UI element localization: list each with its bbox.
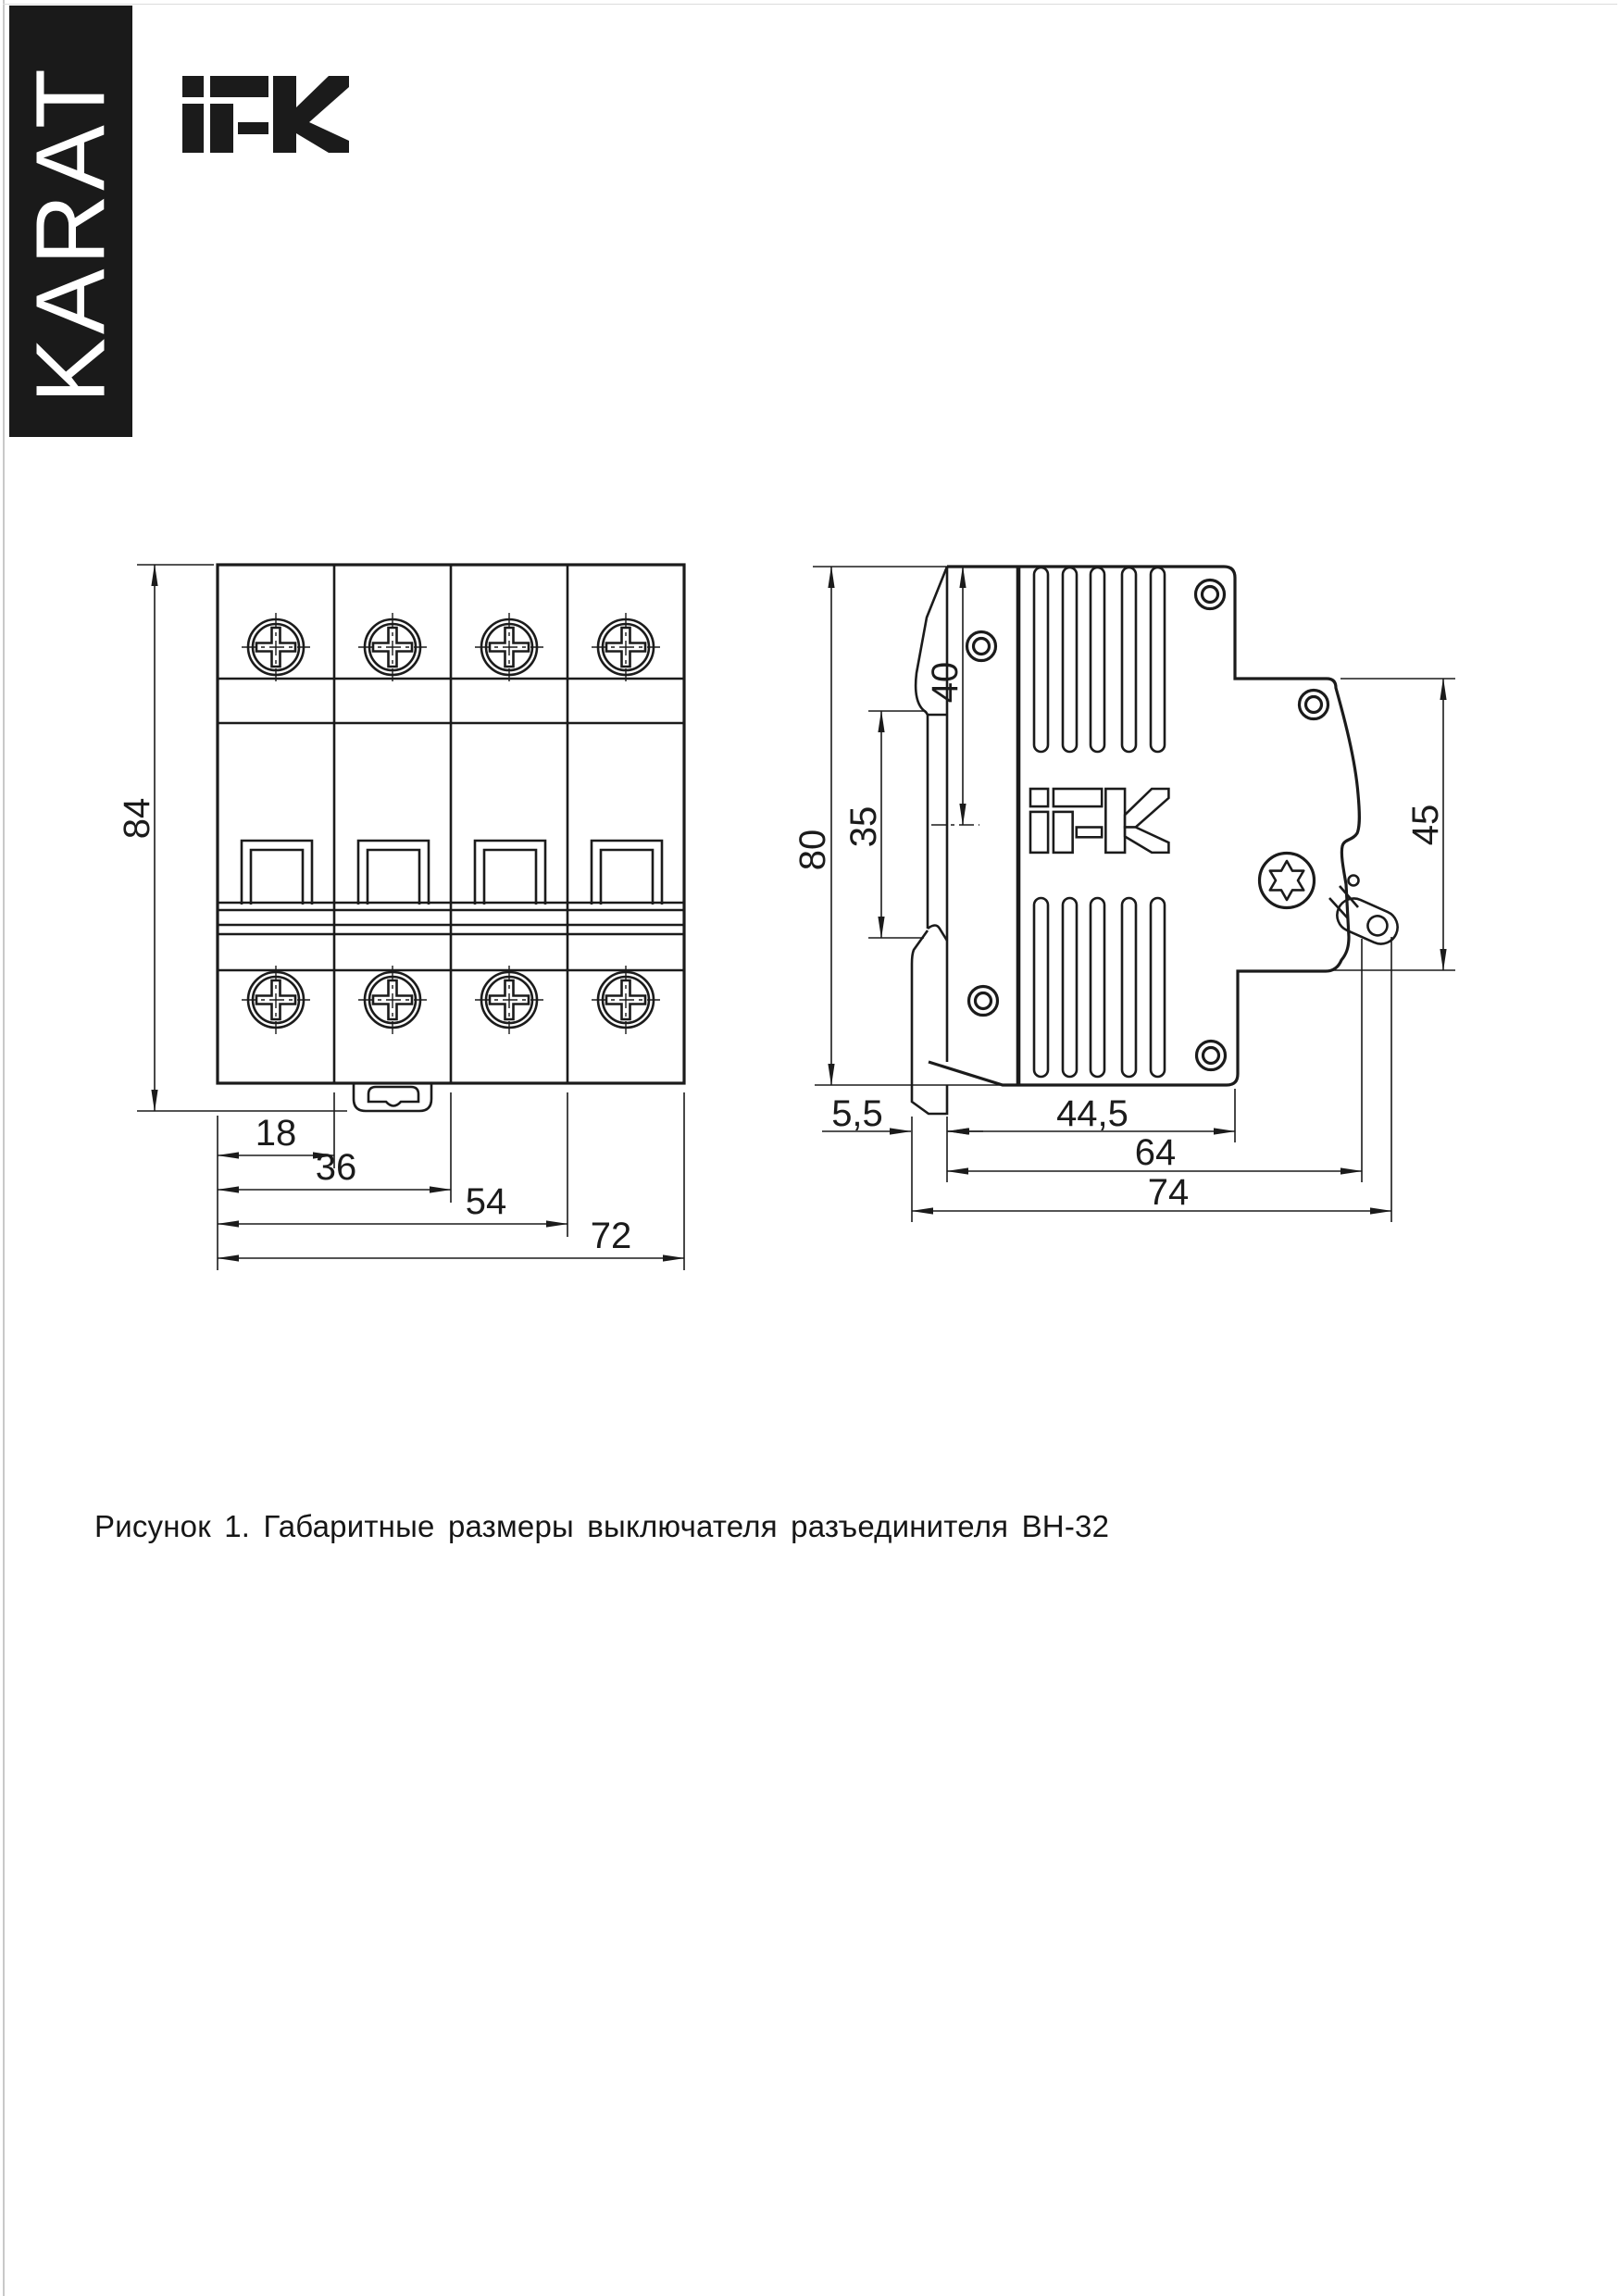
mount-boss-icon xyxy=(1196,580,1225,609)
dim-label-35: 35 xyxy=(843,805,884,848)
phillips-screw-icon xyxy=(358,966,427,1034)
phillips-screw-icon xyxy=(592,966,660,1034)
mount-boss-icon xyxy=(969,987,998,1016)
dim-label-36: 36 xyxy=(315,1147,357,1188)
mount-boss-icon xyxy=(967,632,996,661)
phillips-screw-icon xyxy=(242,613,310,681)
dim-front-widths xyxy=(218,1092,684,1270)
torx-screw-icon xyxy=(1260,854,1315,908)
dim-label-80: 80 xyxy=(792,829,833,871)
dim-label-45: 45 xyxy=(1405,804,1446,846)
dim-label-5-5: 5,5 xyxy=(831,1093,883,1134)
dim-label-72: 72 xyxy=(590,1216,632,1256)
dim-front-height xyxy=(117,565,347,1111)
toggle-handle xyxy=(242,841,312,905)
dim-label-54: 54 xyxy=(465,1181,507,1222)
side-view-drawing xyxy=(792,567,1455,1222)
toggle-handle xyxy=(475,841,545,905)
phillips-screw-icon xyxy=(475,966,543,1034)
dim-label-84: 84 xyxy=(117,797,157,840)
dim-label-44-5: 44,5 xyxy=(1056,1093,1128,1134)
toggle-handle xyxy=(358,841,429,905)
dim-side-depths xyxy=(822,937,1391,1222)
figure-caption: Рисунок 1. Габаритные размеры выключателя разъединителя ВН-32 xyxy=(94,1509,1110,1543)
phillips-screw-icon xyxy=(592,613,660,681)
breaker-body-side xyxy=(929,567,1359,1085)
lever-pivot-dot xyxy=(1349,876,1359,886)
phillips-screw-icon xyxy=(242,966,310,1034)
dim-top-to-rail-center xyxy=(925,567,979,825)
phillips-screw-icon xyxy=(475,613,543,681)
brand-label: KARAT xyxy=(16,65,125,404)
dim-front-section xyxy=(1331,679,1455,970)
iek-logo-embossed xyxy=(1030,789,1168,853)
mount-boss-icon xyxy=(1197,1042,1226,1070)
phillips-screw-icon xyxy=(358,613,427,681)
dim-label-18: 18 xyxy=(255,1113,297,1154)
din-clip-front xyxy=(354,1083,431,1111)
toggle-handle xyxy=(592,841,662,905)
dim-label-40: 40 xyxy=(925,661,966,704)
dim-label-74: 74 xyxy=(1147,1172,1190,1213)
dim-label-64: 64 xyxy=(1134,1132,1177,1173)
mount-boss-icon xyxy=(1300,691,1328,719)
iek-logo xyxy=(182,76,349,153)
front-view-drawing xyxy=(117,565,684,1270)
dim-din-rail xyxy=(843,711,926,938)
